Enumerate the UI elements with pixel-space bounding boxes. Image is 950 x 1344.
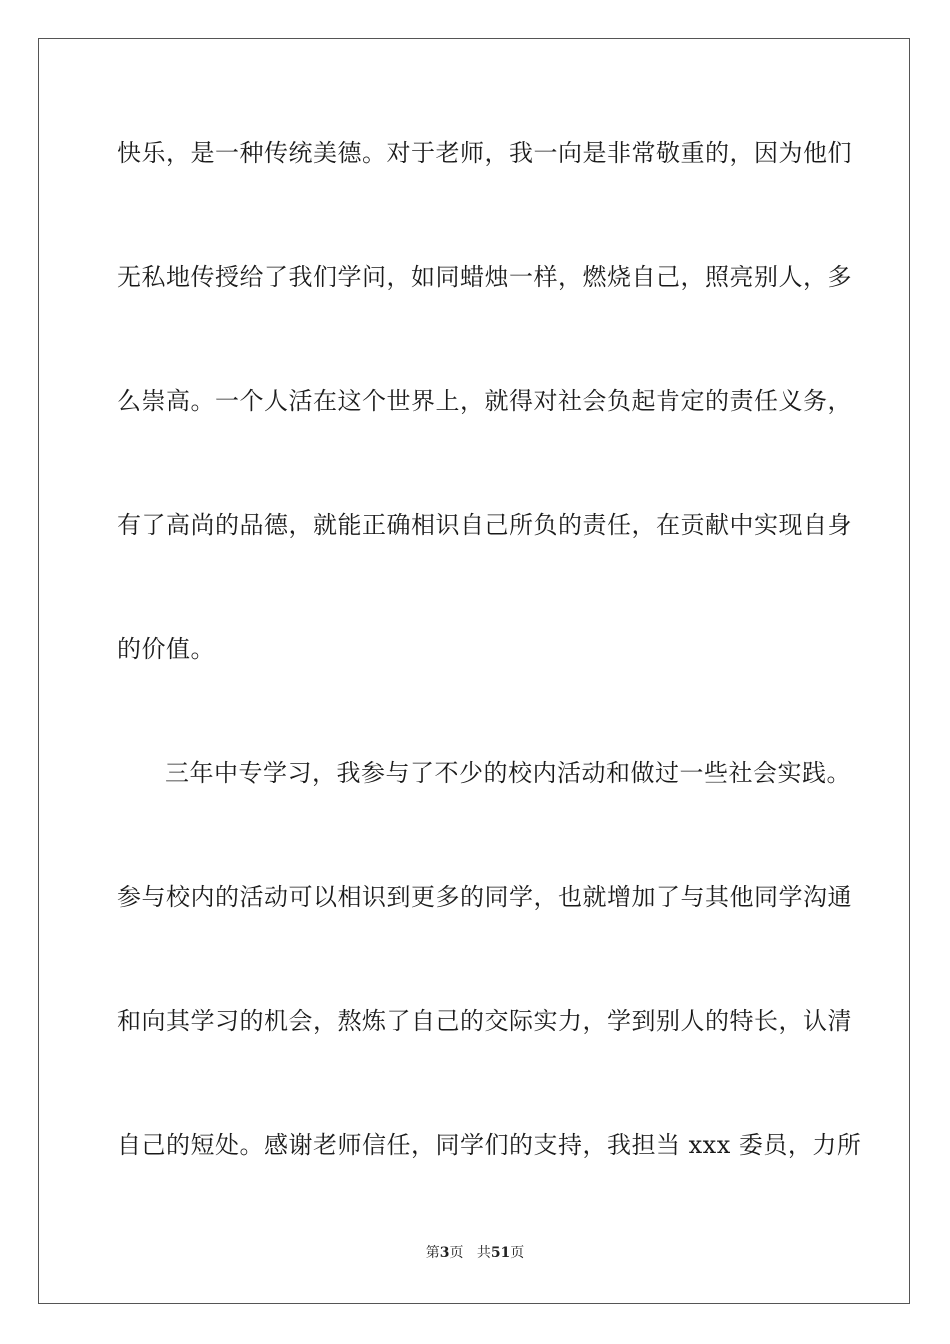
page-number: 3 [439, 1245, 450, 1261]
body-text-line: 参与校内的活动可以相识到更多的同学，也就增加了与其他同学沟通 [117, 883, 852, 911]
page-suffix: 页 [449, 1245, 464, 1261]
body-text-line: 无私地传授给了我们学问，如同蜡烛一样，燃烧自己，照亮别人，多 [117, 263, 852, 291]
total-pages: 51 [490, 1245, 511, 1261]
page-border [38, 38, 910, 1304]
body-text-line: 和向其学习的机会，熬炼了自己的交际实力，学到别人的特长，认清 [117, 1007, 852, 1035]
total-suffix: 页 [510, 1245, 525, 1261]
body-text-line: 么崇高。一个人活在这个世界上，就得对社会负起肯定的责任义务， [117, 387, 852, 415]
body-text-line: 快乐，是一种传统美德。对于老师，我一向是非常敬重的，因为他们 [117, 139, 852, 167]
page-prefix: 第 [425, 1245, 440, 1261]
body-text-line: 自己的短处。感谢老师信任，同学们的支持，我担当 xxx 委员，力所 [117, 1131, 862, 1159]
paragraph-first-line: 三年中专学习，我参与了不少的校内活动和做过一些社会实践。 [165, 759, 851, 787]
body-text-line: 有了高尚的品德，就能正确相识自己所负的责任，在贡献中实现自身 [117, 511, 852, 539]
page-footer [0, 1244, 950, 1262]
total-prefix: 共 [476, 1245, 491, 1261]
body-text-line: 的价值。 [117, 635, 215, 663]
